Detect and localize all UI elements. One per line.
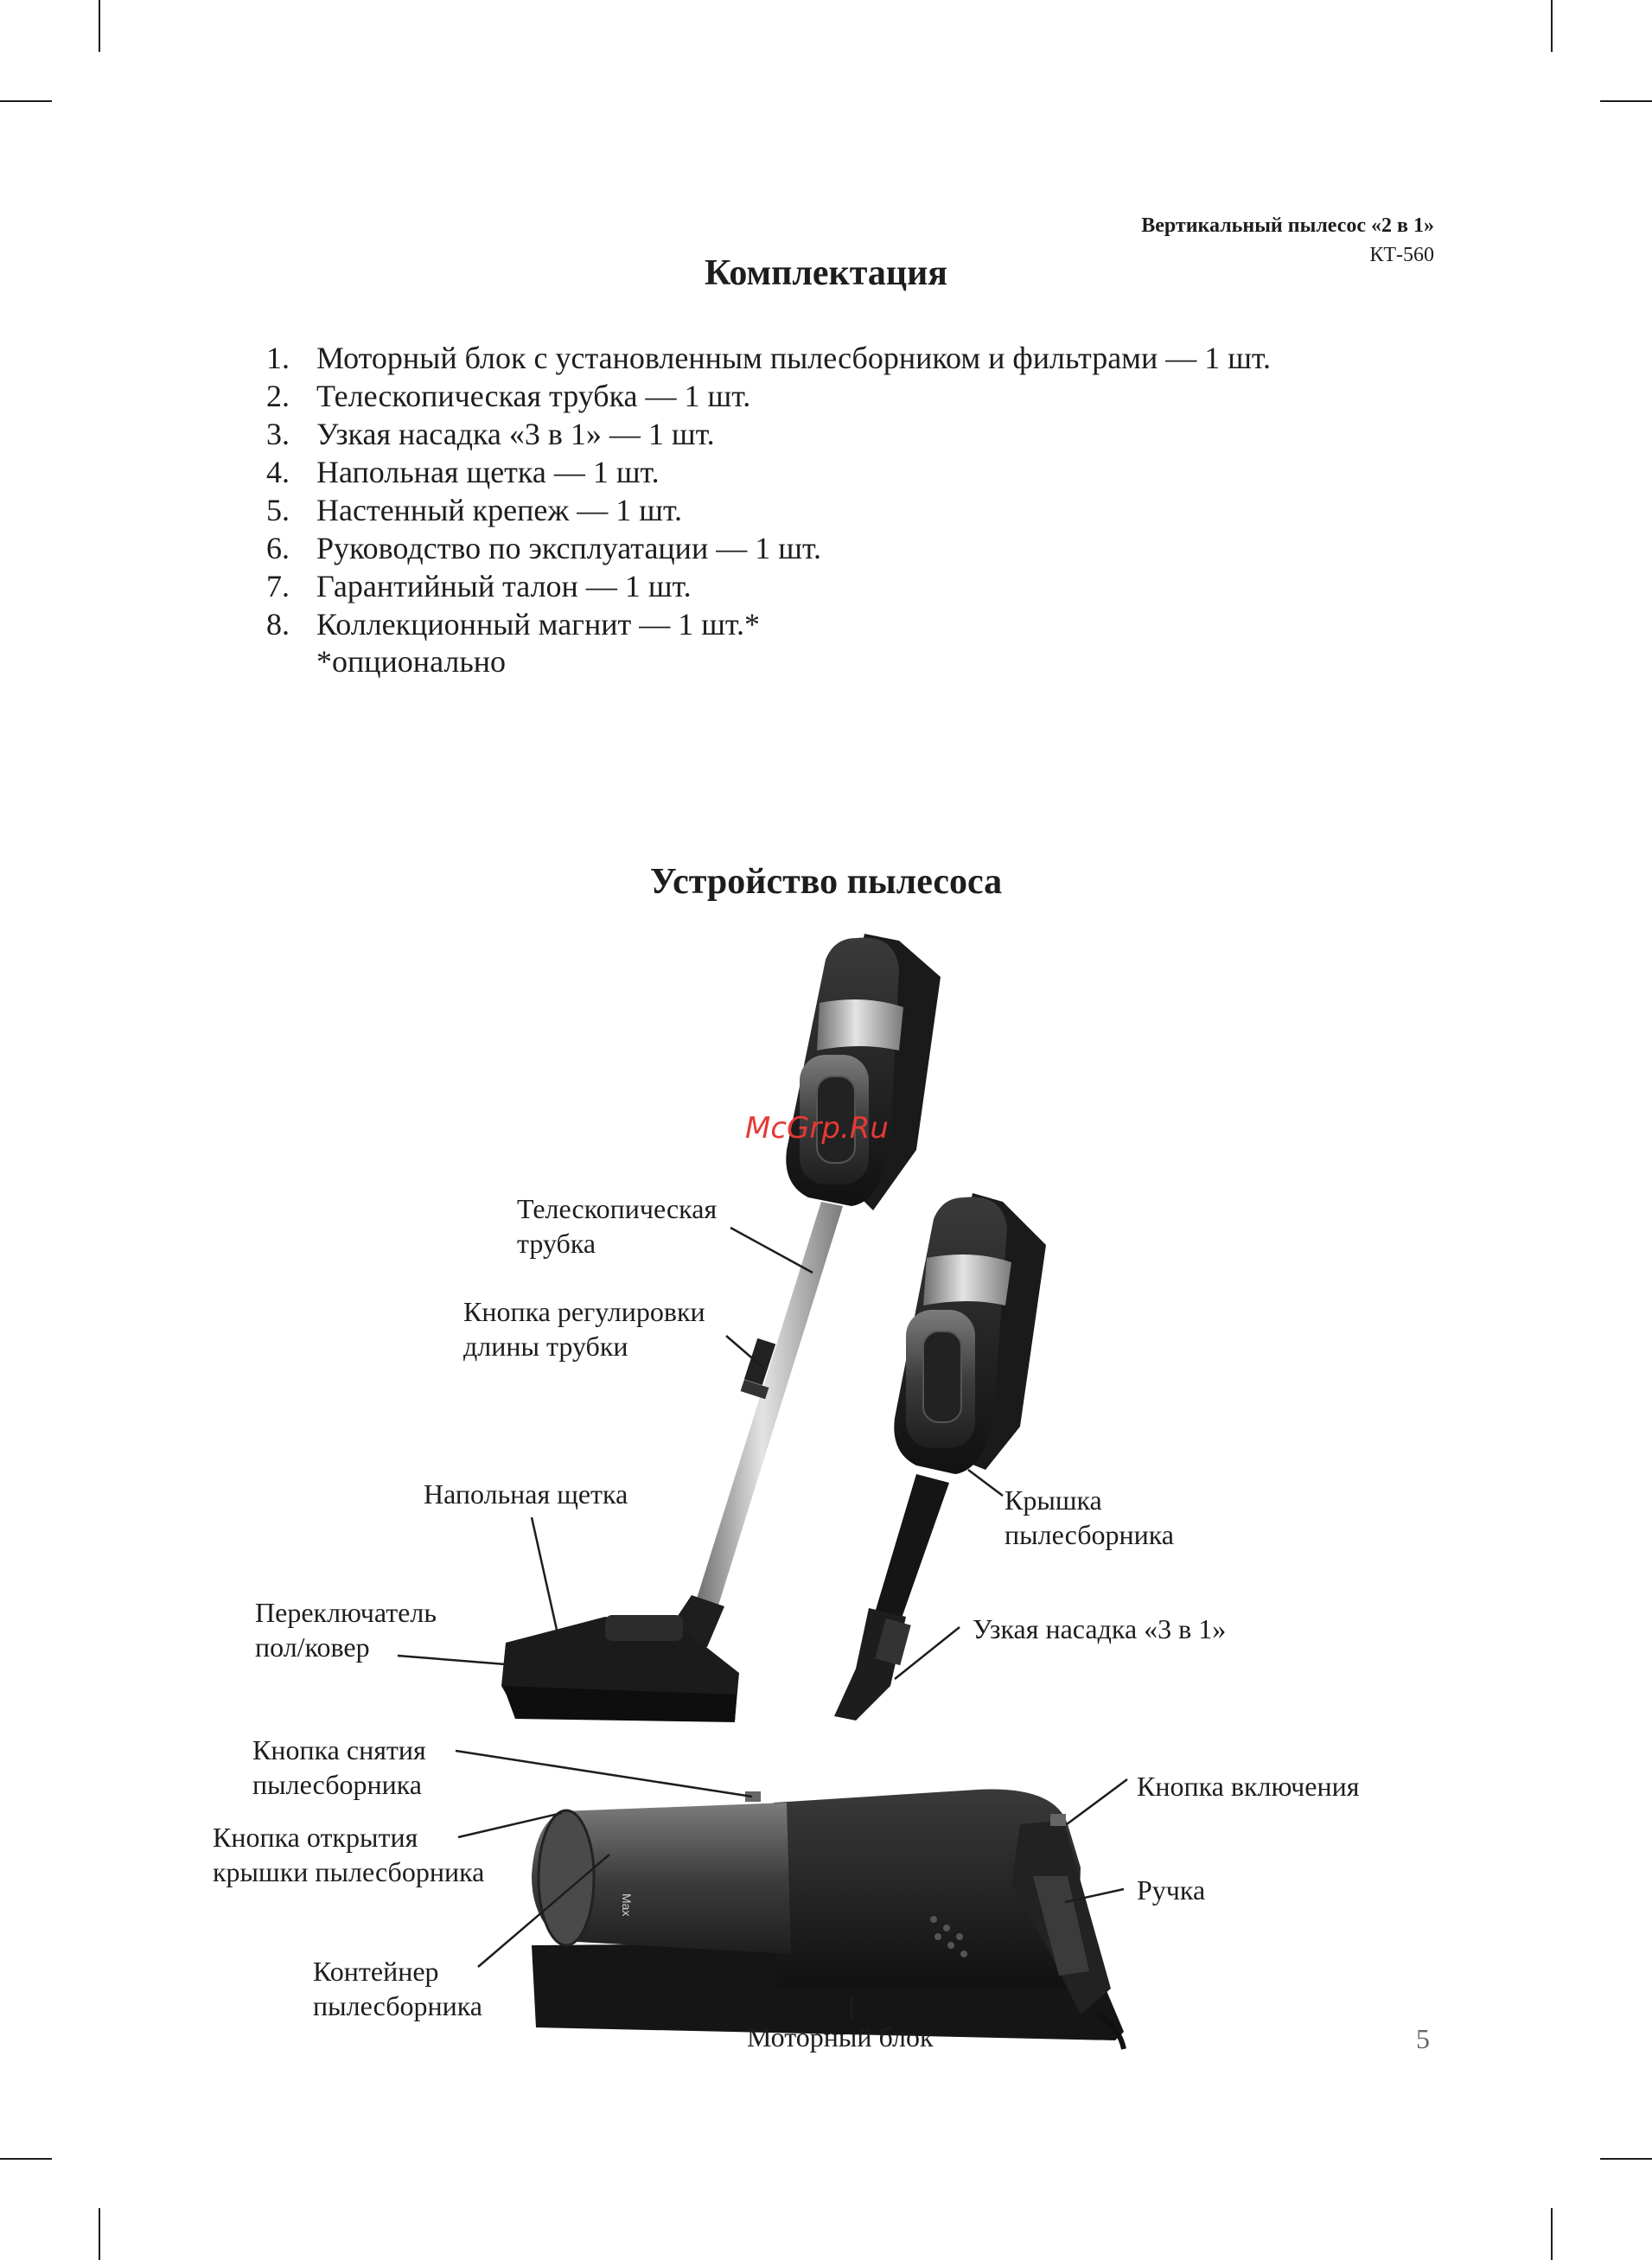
list-item: 4. Напольная щетка — 1 шт.: [266, 455, 660, 489]
label-floor-brush: Напольная щетка: [424, 1478, 628, 1510]
device-heading: Устройство пылесоса: [649, 862, 1003, 902]
contents-heading: Комплектация: [704, 253, 948, 293]
list-item: 2. Телескопическая трубка — 1 шт.: [266, 379, 751, 413]
running-header-model: КТ-560: [1369, 244, 1434, 266]
label-telescopic-tube: Телескопическая трубка: [517, 1193, 718, 1259]
label-floor-switch: Переключатель пол/ковер: [255, 1597, 437, 1663]
label-power-button: Кнопка включения: [1137, 1771, 1360, 1802]
list-item: 7. Гарантийный талон — 1 шт.: [266, 569, 692, 603]
label-length-button: Кнопка регулировки длины трубки: [463, 1296, 705, 1362]
list-item: 5. Настенный крепеж — 1 шт.: [266, 493, 682, 527]
vacuum-handheld-horizontal-image: [532, 1790, 1124, 2050]
label-handle: Ручка: [1137, 1874, 1206, 1906]
label-dust-cover: Крышка пылесборника: [1005, 1484, 1174, 1550]
list-item: 3. Узкая насадка «3 в 1» — 1 шт.: [266, 417, 715, 451]
label-crevice-nozzle: Узкая насадка «3 в 1»: [973, 1613, 1227, 1644]
label-release-button: Кнопка снятия пылесборника: [252, 1734, 426, 1800]
label-open-button: Кнопка открытия крышки пылесборника: [213, 1822, 485, 1887]
max-mark: Max: [620, 1893, 634, 1917]
list-item: 8. Коллекционный магнит — 1 шт.*: [266, 607, 760, 642]
list-item: 1. Моторный блок с установленным пылесборником и фильтрами — 1 шт.: [266, 341, 1271, 375]
page-number: 5: [1416, 2023, 1430, 2054]
list-item: 6. Руководство по эксплуатации — 1 шт.: [266, 531, 821, 565]
watermark: McGrp.Ru: [745, 1111, 889, 1146]
contents-footnote: *опционально: [316, 644, 507, 679]
label-container: Контейнер пылесборника: [313, 1956, 482, 2021]
running-header-title: Вертикальный пылесос «2 в 1»: [1141, 214, 1434, 237]
label-motor-unit: Моторный блок: [747, 2021, 934, 2053]
